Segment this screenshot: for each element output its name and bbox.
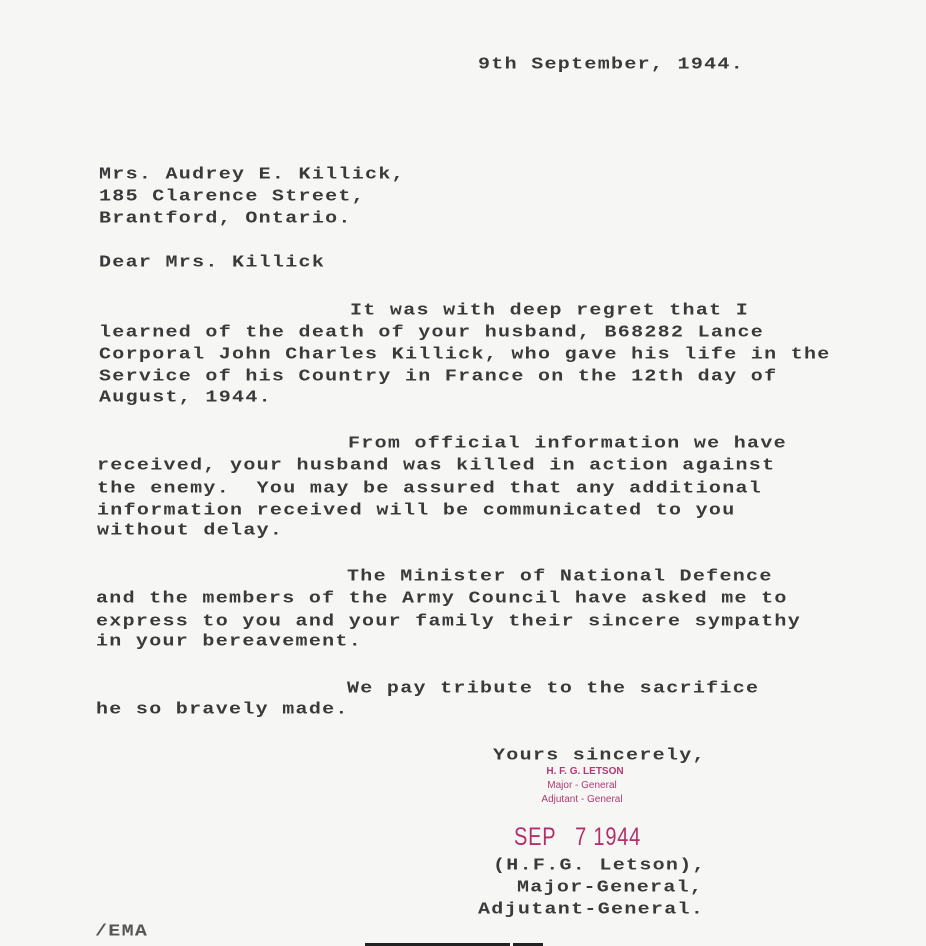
salutation: Dear Mrs. Killick	[99, 252, 326, 273]
signature-name: (H.F.G. Letson),	[493, 855, 706, 876]
closing: Yours sincerely,	[493, 745, 706, 766]
signature-title: Adjutant-General.	[478, 899, 705, 920]
paragraph-line: the enemy. You may be assured that any additional	[97, 478, 763, 499]
paragraph-line: and the members of the Army Council have asked me to	[96, 588, 788, 609]
paragraph-line: without delay.	[97, 520, 284, 541]
date-stamp: SEP 7 1944	[514, 823, 642, 851]
paragraph-line: received, your husband was killed in action against	[97, 455, 776, 476]
paragraph-line: Service of his Country in France on the 12th day of	[99, 366, 778, 387]
paragraph-line: Corporal John Charles Killick, who gave his life in the	[99, 344, 831, 365]
recipient-street: 185 Clarence Street,	[99, 186, 366, 207]
reference-initials: /EMA	[95, 921, 149, 942]
recipient-name: Mrs. Audrey E. Killick,	[99, 164, 405, 185]
stamp-title: Adjutant - General	[541, 794, 623, 805]
letter-date: 9th September, 1944.	[478, 54, 745, 75]
paragraph-line: The Minister of National Defence	[347, 566, 773, 587]
paragraph-line: information received will be communicated to you	[97, 500, 736, 521]
paragraph-line: he so bravely made.	[96, 699, 349, 720]
paragraph-line: From official information we have	[348, 433, 787, 454]
stamp-name: H. F. G. LETSON	[546, 766, 624, 777]
signature-rank: Major-General,	[517, 877, 704, 898]
paragraph-line: We pay tribute to the sacrifice	[347, 678, 760, 699]
recipient-city: Brantford, Ontario.	[99, 208, 352, 229]
paragraph-line: August, 1944.	[99, 387, 272, 408]
paragraph-line: learned of the death of your husband, B68282 Lance	[99, 322, 765, 343]
paragraph-line: It was with deep regret that I	[350, 300, 750, 321]
stamp-rank: Major - General	[547, 780, 617, 791]
paragraph-line: in your bereavement.	[96, 631, 363, 652]
paragraph-line: express to you and your family their sincere sympathy	[96, 611, 802, 632]
